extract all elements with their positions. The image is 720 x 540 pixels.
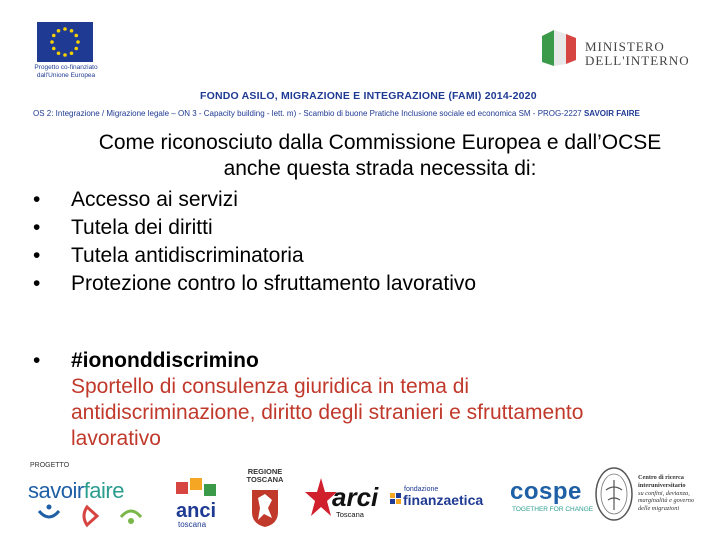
eu-star <box>63 27 67 31</box>
centro-line: interuniversitario <box>638 481 686 489</box>
list-item: • Accesso ai servizi <box>33 186 476 214</box>
regione-line1: REGIONE <box>247 467 283 476</box>
eu-star <box>70 29 74 33</box>
eu-star <box>74 47 78 51</box>
service-description: Sportello di consulenza giuridica in tema di antidiscriminazione, diritto degli stranieri e sfruttamento lavorativo <box>71 375 584 450</box>
list-item: • Tutela dei diritti <box>33 214 476 242</box>
needs-list <box>33 186 476 298</box>
list-item: • Tutela antidiscriminatoria <box>33 242 476 270</box>
eu-star <box>52 47 56 51</box>
eu-star <box>76 40 80 44</box>
eu-caption: Progetto co-finanziato dall'Unione Europea <box>34 64 98 79</box>
regione-toscana-label <box>243 468 287 484</box>
anci-name: anci <box>176 500 217 522</box>
ministry-logo <box>540 28 580 68</box>
intro-text: Come riconosciuto dalla Commissione Europea e dall’OCSE anche questa strada necessita di: <box>98 131 662 180</box>
centro-line: Centro di ricerca <box>638 474 684 481</box>
regione-line2: TOSCANA <box>246 475 284 484</box>
arci-region: Toscana <box>336 510 364 519</box>
centro-ricerca-text <box>638 474 718 513</box>
savoir-part-b: faire <box>83 478 124 503</box>
list-item: • Protezione contro lo sfruttamento lavorativo <box>33 270 476 298</box>
eu-star <box>57 51 61 55</box>
ministry-line2: DELL'INTERNO <box>585 53 690 68</box>
fund-project-name: SAVOIR FAIRE <box>583 109 640 118</box>
ministry-name <box>585 40 690 68</box>
fund-subtitle-text: OS 2: Integrazione / Migrazione legale – ON 3 - Capacity building - lett. m) - Scambio di buone Pratiche Inclusione sociale ed economica SM - PROG-2227 <box>33 109 582 118</box>
fund-title: FONDO ASILO, MIGRAZIONE E INTEGRAZIONE (FAMI) 2014-2020 <box>200 90 537 102</box>
anci-region: toscana <box>178 520 207 529</box>
arci-name: arci <box>332 482 379 512</box>
ministry-line1: MINISTERO <box>585 39 665 54</box>
finanzaetica-label: fondazione <box>404 486 439 493</box>
centro-line: marginalità e governo <box>638 497 695 505</box>
fund-subtitle <box>33 109 640 118</box>
bullet-dot: • <box>33 349 41 372</box>
finanzaetica-name: finanzaetica <box>403 492 484 508</box>
savoir-icons <box>35 503 155 529</box>
eu-star <box>70 51 74 55</box>
eu-star <box>50 40 54 44</box>
centro-line: su confini, devianza, <box>638 489 690 497</box>
cospe-tagline: TOGETHER FOR CHANGE <box>512 506 594 513</box>
eu-star <box>63 53 67 57</box>
hashtag: #iononddiscrimino <box>71 349 259 372</box>
centro-line: delle migrazioni <box>638 505 680 513</box>
finanzaetica-icon <box>390 492 402 504</box>
university-seal-icon <box>594 466 634 522</box>
toscana-crest-icon <box>250 488 280 528</box>
eu-star <box>57 29 61 33</box>
savoir-faire-logo <box>28 478 124 504</box>
eu-star <box>74 34 78 38</box>
eu-flag-logo <box>37 22 93 62</box>
savoir-part-a: savoir <box>28 478 84 503</box>
eu-star <box>52 34 56 38</box>
savoir-label: PROGETTO <box>30 462 70 469</box>
cospe-logo: cospe <box>510 478 582 505</box>
